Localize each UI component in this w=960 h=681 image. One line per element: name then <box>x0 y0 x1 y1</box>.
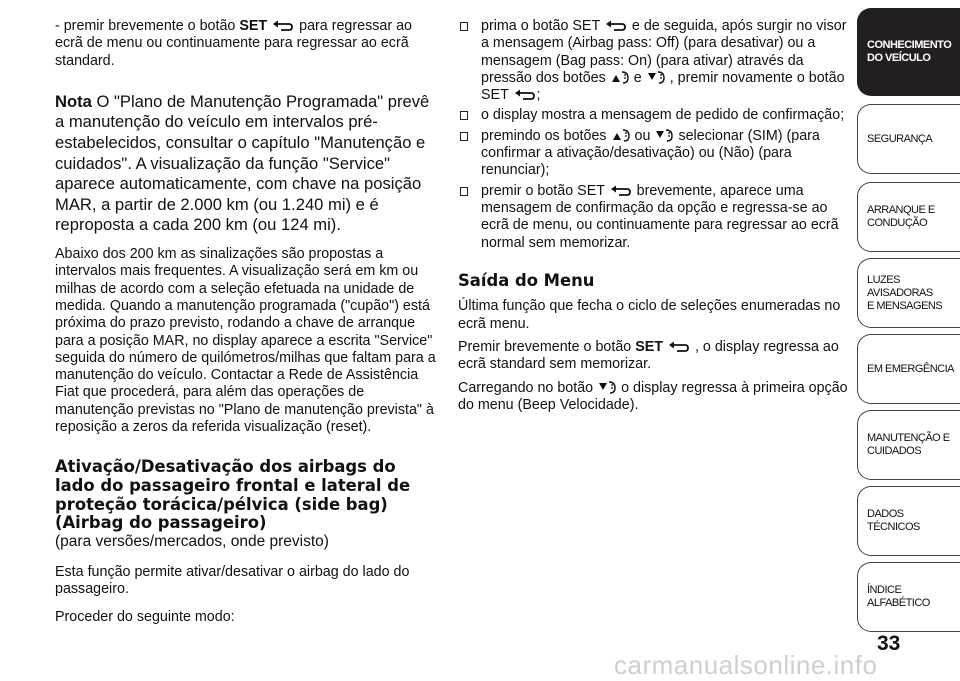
page-number: 33 <box>877 632 901 655</box>
tab-label: DADOS TÉCNICOS <box>867 508 920 533</box>
text: e <box>633 69 642 86</box>
text: premir o botão SET <box>481 182 609 199</box>
airbag-heading-sub: (para versões/mercados, onde previsto) <box>55 532 329 550</box>
tab-seguranca[interactable] <box>857 104 960 174</box>
service-paragraph: Abaixo dos 200 km as sinalizações são propostas a intervalos mais frequentes. A visualização será em km ou milhas de acordo com a seleção efetuada na unidade de medida. Quando a manutenção programada ("cupão") está próxima do prazo previsto, rodando a chave de arranque para a posição MAR, no display aparece a escrita "Service" seguida do número de quilómetros/milhas que faltam para a manutenção do veículo. Contactar a Rede de Assistência Fiat que procederá, para além das operações de manutenção previstas no "Plano de manutenção prevista" à reposição a zeros da referida visualização (reset). <box>55 246 436 436</box>
list-item <box>458 128 850 180</box>
set-label: SET <box>635 339 664 356</box>
down-arrow-button-icon <box>598 380 620 394</box>
checkbox-bullet-icon <box>460 111 468 120</box>
tab-label: EM EMERGÊNCIA <box>867 362 955 375</box>
tab-label: DO VEÍCULO <box>867 52 931 64</box>
tab-label: E MENSAGENS <box>867 299 943 312</box>
text: brevemente, aparece uma mensagem de confirmação da opção e regressa-se ao ecrã de menu, ou continuamente para regressar ao ecrã normal sem memorizar. <box>481 182 839 251</box>
right-column <box>458 18 850 414</box>
list-item <box>458 18 850 104</box>
text: Premir brevemente o botão <box>458 339 636 356</box>
up-arrow-button-icon <box>612 128 634 142</box>
note-paragraph <box>55 92 437 236</box>
tab-label: MANUTENÇÃO E <box>867 432 950 444</box>
text: - premir brevemente o botão <box>55 18 240 34</box>
tab-label: SEGURANÇA <box>867 132 933 145</box>
procedure-intro: Proceder do seguinte modo: <box>55 608 235 625</box>
tab-em-emergencia[interactable] <box>857 334 960 404</box>
text: e de seguida, após surgir no visor a mensagem (Airbag pass: Off) (para desativar) ou a mensagem (Bag pass: On) (para ativar) através da pressão dos botões <box>481 18 847 86</box>
text: , o display regressa ao ecrã standard sem memorizar. <box>458 339 839 373</box>
exit-set-paragraph <box>458 339 850 374</box>
return-arrow-icon <box>610 185 632 197</box>
text: o display mostra a mensagem de pedido de confirmação; <box>481 107 845 124</box>
checkbox-bullet-icon <box>460 22 468 31</box>
tab-conhecimento-do-veiculo[interactable] <box>857 8 960 96</box>
airbag-description: Esta função permite ativar/desativar o airbag do lado do passageiro. <box>55 563 410 598</box>
tab-label: ÍNDICE ALFABÉTICO <box>867 584 930 609</box>
paragraph-set-return <box>55 18 437 70</box>
text: ou <box>634 127 651 144</box>
tab-arranque-e-conducao[interactable] <box>857 182 960 252</box>
airbag-heading: Ativação/Desativação dos airbags do lado do passageiro frontal e lateral de proteção torácica/pélvica (side bag) (Airbag do passageiro) <box>55 457 411 533</box>
down-button-paragraph <box>458 380 850 415</box>
tab-indice-alfabetico[interactable] <box>857 562 960 632</box>
return-arrow-icon <box>668 341 690 353</box>
text: o display regressa à primeira opção do menu (Beep Velocidade). <box>458 379 848 413</box>
text: para regressar ao ecrã de menu ou continuamente para regressar ao ecrã standard. <box>55 18 412 69</box>
exit-menu-paragraph: Última função que fecha o ciclo de seleções enumeradas no ecrã menu. <box>458 298 841 332</box>
watermark: carmanualsonline.info <box>614 650 878 680</box>
exit-menu-heading: Saída do Menu <box>458 270 595 290</box>
note-label: Nota <box>55 91 92 111</box>
list-item <box>458 183 850 252</box>
tab-label: CONDUÇÃO <box>867 217 928 229</box>
note-text: O "Plano de Manutenção Programada" prevê a manutenção do veículo em intervalos pré-estabelecidos, consultar o capítulo "Manutenção e cuidados". A visualização da função "Service" aparece automaticamente, com chave na posição MAR, a partir de 2.000 km (ou 1.240 mi) e é reproposta a cada 200 km (ou 124 mi). <box>55 91 430 235</box>
return-arrow-icon <box>514 89 536 101</box>
text: Carregando no botão <box>458 379 598 396</box>
tab-label: CONHECIMENTO <box>867 39 952 51</box>
checkbox-bullet-icon <box>460 132 468 141</box>
tab-luzes-avisadoras[interactable] <box>857 258 960 328</box>
tab-manutencao-e-cuidados[interactable] <box>857 410 960 480</box>
down-arrow-button-icon <box>655 128 677 142</box>
tab-dados-tecnicos[interactable] <box>857 486 960 556</box>
return-arrow-icon <box>605 20 627 32</box>
text: selecionar (SIM) (para confirmar a ativação/desativação) ou (Não) (para renunciar); <box>481 127 820 179</box>
tab-label: CUIDADOS <box>867 445 922 457</box>
return-arrow-icon <box>272 20 294 32</box>
text: , premir novamente o botão SET <box>481 69 845 104</box>
left-column <box>55 18 437 626</box>
set-label: SET <box>239 18 268 34</box>
up-arrow-button-icon <box>611 70 633 84</box>
text: ; <box>536 87 541 104</box>
text: prima o botão SET <box>481 18 604 34</box>
list-item <box>458 107 850 124</box>
text: premindo os botões <box>481 127 611 144</box>
tab-label: LUZES AVISADORAS <box>867 273 933 299</box>
down-arrow-button-icon <box>647 70 669 84</box>
tab-label: ARRANQUE E <box>867 204 935 216</box>
checkbox-bullet-icon <box>460 187 468 196</box>
